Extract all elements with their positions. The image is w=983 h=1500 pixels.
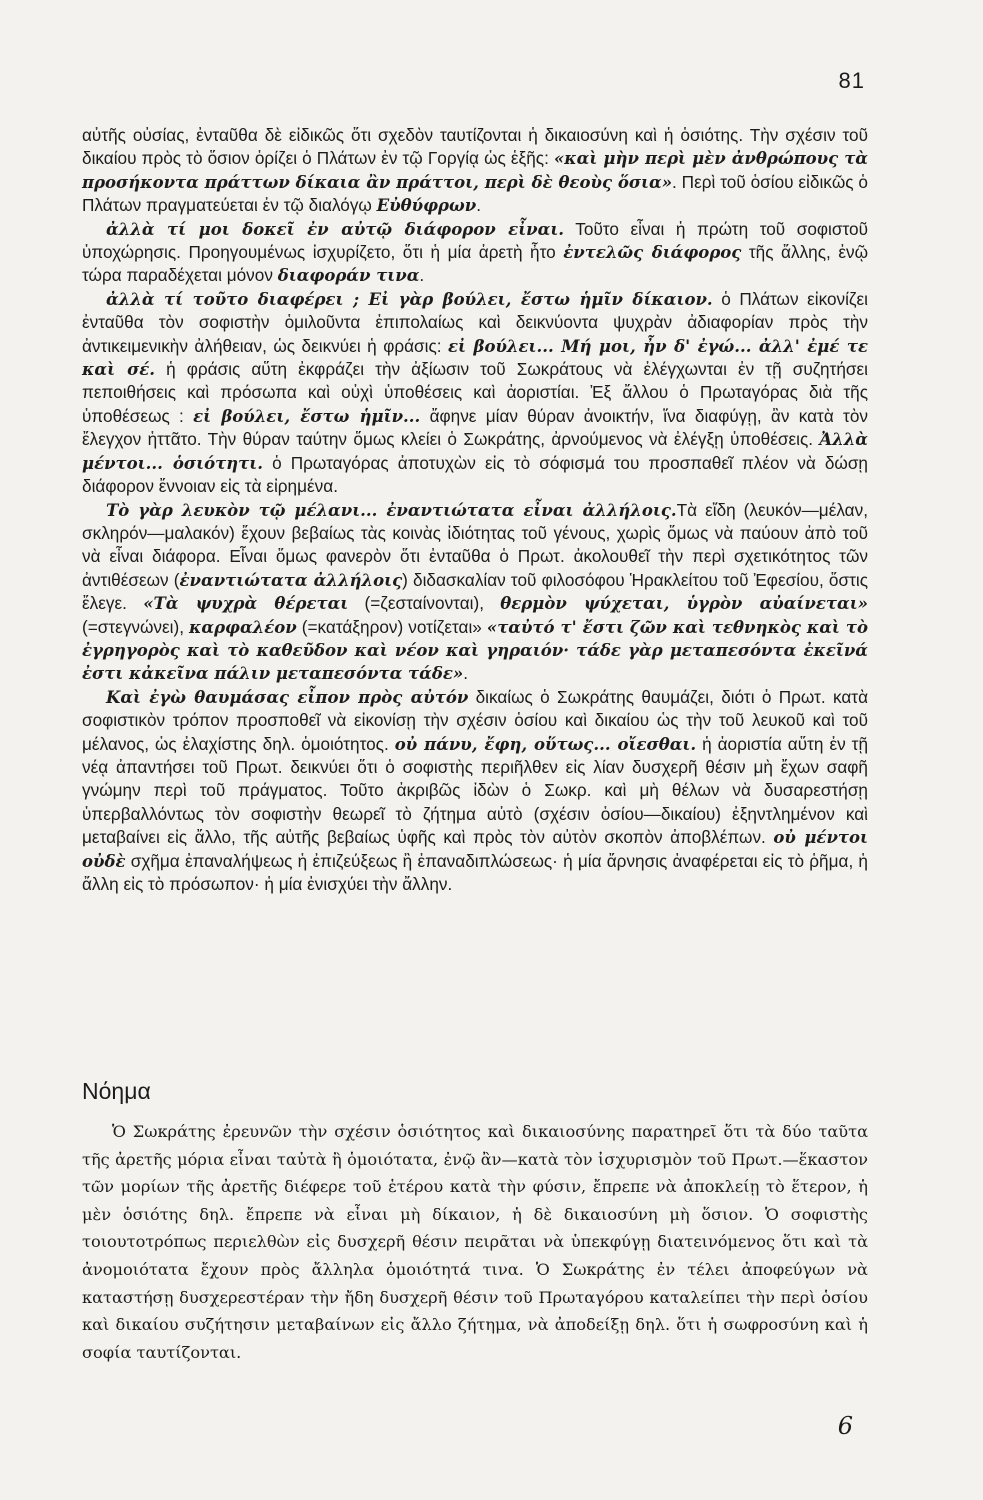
text-run: Τοῦτο εἶναι ἡ πρώτη τοῦ σοφιστοῦ ὑποχώρησις. Προηγουμένως ἰσχυρίζετο, ὅτι ἡ μία ἀρετὴ ἦτο [82, 218, 868, 263]
summary-paragraph: Ὁ Σωκράτης ἐρευνῶν τὴν σχέσιν ὁσιότητος καὶ δικαιοσύνης παρατηρεῖ ὅτι τὰ δύο ταῦτα τῆς ἀρετῆς μόρια εἶναι ταὐτὰ ἢ ὁμοιότατα, ἐνῷ ἂν—κατὰ τὸν ἰσχυρισμὸν τοῦ Πρωτ.—ἕκαστον τῶν μορίων τῆς ἀρετῆς διέφερε τοῦ ἑτέρου κατὰ τὴν φύσιν, ἔπρεπε νὰ ἀποκλείῃ τὸ ἕτερον, ἡ μὲν ὁσιότης δηλ. ἔπρεπε νὰ εἶναι μὴ δίκαιον, ἡ δὲ δικαιοσύνη μὴ ὅσιον. Ὁ σοφιστὴς τοιουτοτρόπως περιελθὼν εἰς δυσχερῆ θέσιν πειρᾶται νὰ ὑπεκφύγῃ διατεινόμενος ὅτι καὶ τὰ ἀνομοιότατα ἔχουν πρὸς ἄλληλα ὁμοιότητά τινα. Ὁ Σωκράτης ἐν τέλει ἀποφεύγων νὰ καταστήσῃ δυσχερεστέραν τὴν ἤδη δυσχερῆ θέσιν τοῦ Πρωταγόρου καταλείπει τὴν περὶ ὁσίου καὶ δικαίου συζήτησιν μεταβαίνων εἰς ἄλλο ζήτημα, νὰ ἀποδείξῃ δηλ. ὅτι ἡ σωφροσύνη καὶ ἡ σοφία ταυτίζονται. [82, 1122, 868, 1362]
text-run: . Περὶ τοῦ ὁσίου εἰδικῶς ὁ Πλάτων πραγματεύεται ἐν τῷ διαλόγῳ [82, 171, 868, 216]
quoted-lemma: θερμὸν ψύχεται, ὑγρὸν αὐαίνεται» [500, 594, 868, 614]
quoted-lemma: «Τὰ ψυχρὰ θέρεται [143, 594, 349, 614]
quoted-lemma: ἐντελῶς διάφορος [563, 243, 742, 263]
text-run: ἄφηνε μίαν θύραν ἀνοικτήν, ἵνα διαφύγῃ, ἂν κατὰ τὸν ἔλεγχον ἡττᾶτο. Τὴν θύραν ταύτην ὅμως κλείει ὁ Σωκράτης, ἀρνούμενος νὰ ἐλέγξῃ ὑποθέσεις. [82, 405, 868, 450]
quoted-lemma: καρφαλέον [189, 617, 297, 637]
commentary-text [82, 124, 868, 896]
text-run: ὁ Πλάτων εἰκονίζει ἐνταῦθα τὸν σοφιστὴν ὁμιλοῦντα ἐπιπολαίως καὶ δεικνύοντα ψυχρὰν ἀδιαφορίαν πρὸς τὴν ἀντικειμενικὴν ἀλήθειαν, ὡς δεικνύει ἡ φράσις: [82, 288, 868, 356]
commentary-paragraph-4 [82, 499, 868, 686]
text-run: σχῆμα ἐπαναλήψεως ἡ ἐπιζεύξεως ἢ ἐπαναδιπλώσεως· ἡ μία ἄρνησις ἀναφέρεται εἰς τὸ ῥῆμα, ἡ ἄλλη εἰς τὸ πρόσωπον· ἡ μία ἐνισχύει τὴν ἄλλην. [82, 850, 868, 894]
text-run: δικαίως ὁ Σωκράτης θαυμάζει, διότι ὁ Πρωτ. κατὰ σοφιστικὸν τρόπον προσποθεῖ νὰ εἰκονίσῃ τὴν σχέσιν ὁσίου καὶ δικαίου ὡς τὴν τοῦ λευκοῦ καὶ τοῦ μέλανος, ὡς ἐλαχίστης δηλ. ὁμοιότητος. [82, 686, 869, 754]
quoted-lemma: «καὶ μὴν περὶ μὲν ἀνθρώπους τὰ προσήκοντα πράττων δίκαια ἂν πράττοι, περὶ δὲ θεοὺς ὅσια» [82, 149, 869, 192]
text-run: . [419, 265, 425, 286]
commentary-paragraph-1 [82, 124, 868, 218]
quoted-lemma: εἰ βούλει... Μή μοι, ἦν δ' ἐγώ... ἀλλ' ἐμέ τε καὶ σέ. [82, 336, 868, 380]
quoted-lemma: Εὐθύφρων [376, 196, 477, 216]
quoted-lemma: ἀλλὰ τί μοι δοκεῖ ἐν αὐτῷ διάφορον εἶναι. [106, 219, 565, 239]
quoted-lemma: εἰ βούλει, ἔστω ἡμῖν... [193, 406, 421, 426]
commentary-paragraph-2 [82, 218, 868, 288]
quoted-lemma: ἀλλὰ τί τοῦτο διαφέρει ; Εἰ γὰρ βούλει, ἔστω ἡμῖν δίκαιον. [106, 289, 713, 309]
text-run: (=στεγνώνει), [82, 616, 190, 637]
quoted-lemma: διαφοράν τινα [277, 266, 420, 286]
text-run: (=κατάξηρον) νοτίζεται» [296, 616, 487, 637]
quoted-lemma: ἐναντιώτατα ἀλλήλοις [179, 570, 403, 590]
text-run: τῆς ἄλλης, ἐνῷ τώρα παραδέχεται μόνον [82, 242, 868, 286]
quoted-lemma: «ταὐτό τ' ἔστι ζῶν καὶ τεθνηκὸς καὶ τὸ ἐγρηγορὸς καὶ τὸ καθεῦδον καὶ νέον καὶ γηραιόν· τάδε γὰρ μεταπεσόντα ἐκεῖνά ἐστι κἀκεῖνα πάλιν μεταπεσόντα τάδε» [82, 617, 868, 684]
quoted-lemma: οὐ πάνυ, ἔφη, οὕτως... οἴεσθαι. [394, 734, 697, 754]
text-run: ἡ ἀοριστία αὕτη ἐν τῇ νέᾳ ἀπαντήσει τοῦ Πρωτ. δεικνύει ὅτι ὁ σοφιστὴς περιῆλθεν εἰς λίαν δυσχερῆ θέσιν μὴ ἔχων σαφῆ γνώμην περὶ τοῦ πράγματος. Τοῦτο ἀκριβῶς ἰδὼν ὁ Σωκρ. καὶ μὴ θέλων νὰ δυσαρεστήσῃ ὑπερβαλλόντως τὸν σοφιστὴν θεωρεῖ τὸ ζήτημα αὐτὸ (σχέσιν ὁσίου—δικαίου) ἐξηντλημένον καὶ μεταβαίνει εἰς ἄλλο, τῆς αὐτῆς βεβαίως ὑφῆς καὶ πρὸς τὸν αὐτὸν σκοπὸν ἀποβλέπων. [82, 733, 869, 848]
commentary-paragraph-5 [82, 686, 868, 897]
text-run: ἡ φράσις αὕτη ἐκφράζει τὴν ἀξίωσιν τοῦ Σωκράτους νὰ ἐλέγχωνται ἐν τῇ συζητήσει πεποιθήσεις καὶ πρόσωπα καὶ οὐχὶ ὑποθέσεις καὶ ἀοριστίαι. Ἐξ ἄλλου ὁ Πρωταγόρας διὰ τῆς ὑποθέσεως : [82, 359, 868, 426]
quoted-lemma: Ἀλλὰ μέντοι... ὁσιότητι. [82, 430, 868, 473]
commentary-paragraph-3 [82, 288, 868, 499]
text-run: . [463, 663, 468, 684]
quoted-lemma: Τὸ γὰρ λευκὸν τῷ μέλανι... ἐναντιώτατα εἶναι ἀλλήλοις. [106, 500, 677, 520]
text-run: Τὰ εἴδη (λευκόν—μέλαν, σκληρόν—μαλακόν) ἔχουν βεβαίως τὰς κοινὰς ἰδιότητας τοῦ γένους, χωρὶς ὅμως νὰ παύουν ἀπὸ τοῦ νὰ εἶναι διάφορα. Εἶναι ὅμως φανερὸν ὅτι ἐνταῦθα ὁ Πρωτ. ἀκολουθεῖ τὴν περὶ σχετικότητος τῶν ἀντιθέσεων ( [82, 499, 868, 590]
quoted-lemma: Καὶ ἐγὼ θαυμάσας εἶπον πρὸς αὐτόν [106, 687, 469, 707]
signature-mark: 6 [837, 1412, 853, 1440]
quoted-lemma: οὐ μέντοι οὐδὲ [82, 828, 868, 871]
text-run: . [476, 195, 481, 216]
text-run: ὁ Πρωταγόρας ἀποτυχὼν εἰς τὸ σόφισμά του προσπαθεῖ πλέον νὰ δώσῃ διάφορον ἔννοιαν εἰς τὰ εἰρημένα. [82, 452, 868, 497]
page-number: 81 [838, 68, 865, 93]
text-run: (=ζεσταίνονται), [348, 593, 501, 614]
section-heading: Νόημα [82, 1078, 151, 1104]
text-run: αὐτῆς οὐσίας, ἐνταῦθα δὲ εἰδικῶς ὅτι σχεδὸν ταυτίζονται ἡ δικαιοσύνη καὶ ἡ ὁσιότης. Τὴν σχέσιν τοῦ δικαίου πρὸς τὸ ὅσιον ὁρίζει ὁ Πλάτων ἐν τῷ Γοργίᾳ ὡς ἑξῆς: [82, 125, 868, 169]
text-run: ) διδασκαλίαν τοῦ φιλοσόφου Ἡρακλείτου τοῦ Ἐφεσίου, ὅστις ἔλεγε. [82, 569, 868, 614]
